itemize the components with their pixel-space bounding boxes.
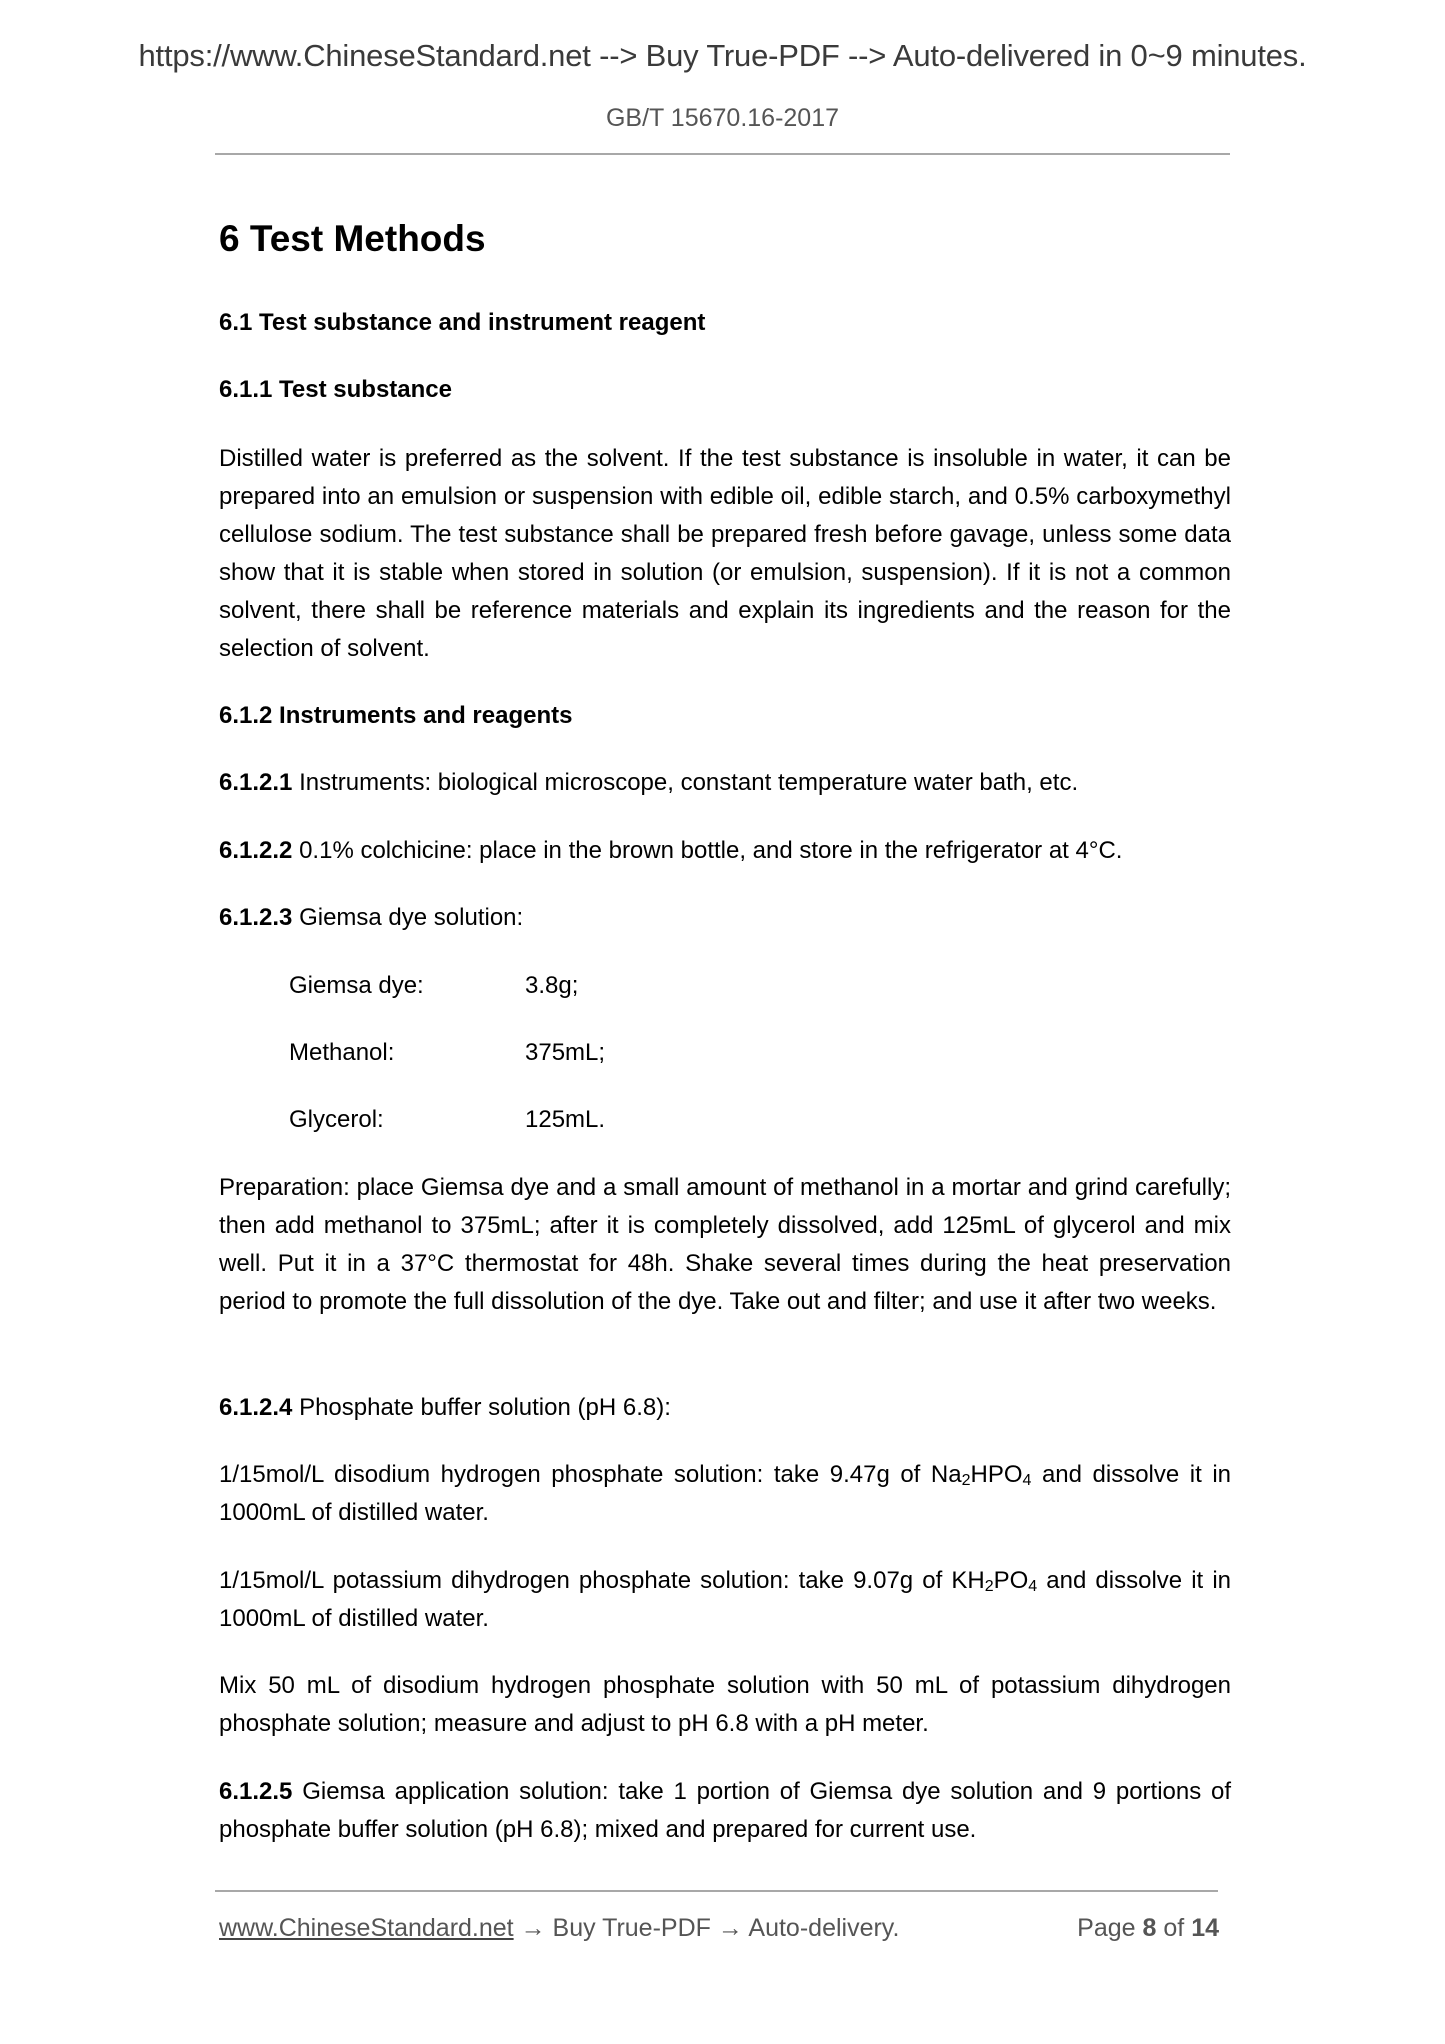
text-run: HPO bbox=[970, 1461, 1023, 1488]
footer-buy-text: Buy True-PDF bbox=[545, 1914, 718, 1942]
item-text: Phosphate buffer solution (pH 6.8): bbox=[299, 1394, 671, 1421]
item-text: 0.1% colchicine: place in the brown bottle, and store in the refrigerator at 4°C. bbox=[299, 837, 1123, 864]
footer-delivery-text: Auto-delivery. bbox=[742, 1914, 900, 1942]
item-number: 6.1.2.4 bbox=[219, 1394, 293, 1421]
top-banner: https://www.ChineseStandard.net --> Buy True-PDF --> Auto-delivered in 0~9 minutes. bbox=[138, 38, 1307, 73]
recipe-value: 375mL; bbox=[525, 1039, 606, 1066]
arrow-right-icon: → bbox=[717, 1914, 743, 1942]
recipe-row-glycerol bbox=[289, 1106, 605, 1134]
document-code: GB/T 15670.16-2017 bbox=[605, 104, 840, 132]
page-of-label: of bbox=[1163, 1914, 1185, 1942]
subscript: 2 bbox=[961, 1472, 971, 1489]
item-6-1-2-4 bbox=[219, 1389, 1231, 1427]
header-divider bbox=[215, 153, 1230, 155]
item-number: 6.1.2.1 bbox=[219, 769, 293, 796]
page-number: 8 bbox=[1142, 1914, 1157, 1942]
page-footer bbox=[219, 1914, 1219, 1943]
subscript: 2 bbox=[984, 1578, 994, 1595]
section-title: 6 Test Methods bbox=[219, 218, 486, 259]
page-label: Page bbox=[1077, 1914, 1136, 1942]
recipe-label: Glycerol: bbox=[289, 1106, 384, 1133]
recipe-row-giemsa bbox=[289, 972, 578, 1000]
text-run: 1/15mol/L potassium dihydrogen phosphate solution: take 9.07g of KH bbox=[219, 1567, 985, 1594]
text-run: and dissolve it in 1000mL of distilled water. bbox=[219, 1567, 1231, 1632]
recipe-value: 3.8g; bbox=[525, 972, 579, 999]
item-number: 6.1.2.3 bbox=[219, 904, 293, 931]
heading-6-1-2: 6.1.2 Instruments and reagents bbox=[219, 702, 573, 729]
item-text: Giemsa dye solution: bbox=[299, 904, 524, 931]
paragraph-mix: Mix 50 mL of disodium hydrogen phosphate solution with 50 mL of potassium dihydrogen phosphate solution; measure and adjust to pH 6.8 with a pH meter. bbox=[219, 1672, 1231, 1737]
paragraph-potassium-solution bbox=[219, 1562, 1231, 1638]
subscript: 4 bbox=[1028, 1578, 1038, 1595]
heading-6-1-1: 6.1.1 Test substance bbox=[219, 376, 452, 403]
recipe-row-methanol bbox=[289, 1039, 605, 1067]
paragraph-preparation: Preparation: place Giemsa dye and a small amount of methanol in a mortar and grind carefully; then add methanol to 375mL; after it is completely dissolved, add 125mL of glycerol and mix well. Put it in a 37°C thermostat for 48h. Shake several times during the heat preservation period to promote the full dissolution of the dye. Take out and filter; and use it after two weeks. bbox=[219, 1174, 1231, 1315]
item-text: Instruments: biological microscope, constant temperature water bath, etc. bbox=[299, 769, 1079, 796]
recipe-label: Methanol: bbox=[289, 1039, 395, 1066]
footer-site-link[interactable]: www.ChineseStandard.net bbox=[219, 1914, 514, 1942]
item-6-1-2-1 bbox=[219, 764, 1231, 802]
item-number: 6.1.2.2 bbox=[219, 837, 293, 864]
recipe-label: Giemsa dye: bbox=[289, 972, 424, 999]
item-6-1-2-3 bbox=[219, 899, 1231, 937]
item-6-1-2-2 bbox=[219, 832, 1231, 870]
text-run: and dissolve it in 1000mL of distilled water. bbox=[219, 1461, 1231, 1526]
paragraph-test-substance: Distilled water is preferred as the solvent. If the test substance is insoluble in water, it can be prepared into an emulsion or suspension with edible oil, edible starch, and 0.5% carboxymethyl cellulose sodium. The test substance shall be prepared fresh before gavage, unless some data show that it is stable when stored in solution (or emulsion, suspension). If it is not a common solvent, there shall be reference materials and explain its ingredients and the reason for the selection of solvent. bbox=[219, 445, 1231, 662]
paragraph-disodium-solution bbox=[219, 1456, 1231, 1532]
text-run: PO bbox=[993, 1567, 1029, 1594]
text-run: 1/15mol/L disodium hydrogen phosphate solution: take 9.47g of Na bbox=[219, 1461, 962, 1488]
heading-6-1: 6.1 Test substance and instrument reagent bbox=[219, 309, 706, 336]
page-total: 14 bbox=[1191, 1914, 1219, 1942]
item-number: 6.1.2.5 bbox=[219, 1778, 293, 1805]
recipe-value: 125mL. bbox=[525, 1106, 606, 1133]
footer-divider bbox=[215, 1890, 1218, 1892]
page-indicator bbox=[1077, 1914, 1219, 1943]
arrow-right-icon: → bbox=[520, 1914, 546, 1942]
item-6-1-2-5 bbox=[219, 1773, 1231, 1849]
subscript: 4 bbox=[1022, 1472, 1032, 1489]
item-text: Giemsa application solution: take 1 portion of Giemsa dye solution and 9 portions of phosphate buffer solution (pH 6.8); mixed and prepared for current use. bbox=[219, 1778, 1232, 1843]
